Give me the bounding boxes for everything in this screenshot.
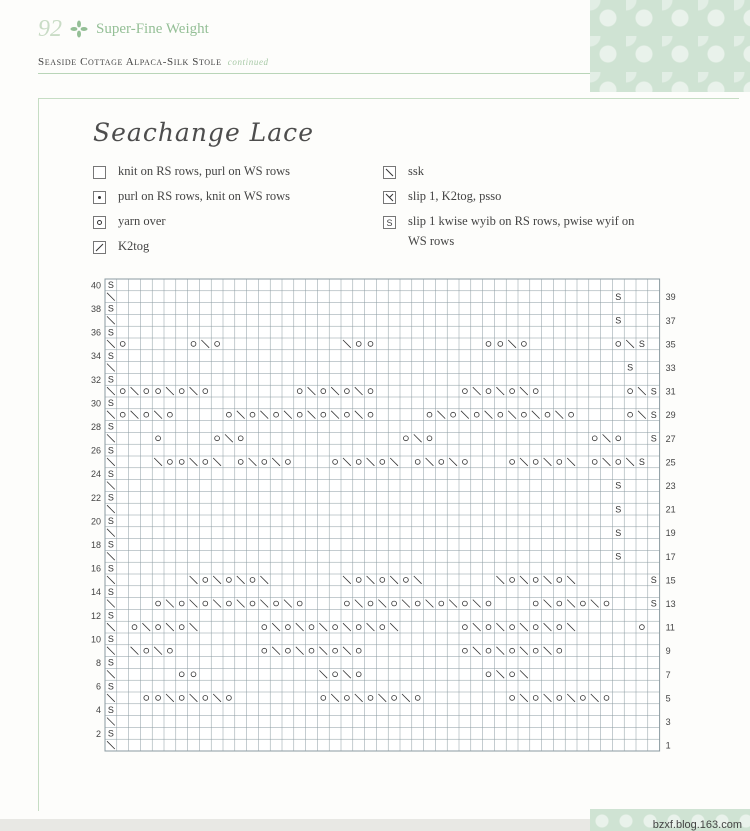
slip-stitch: S bbox=[107, 516, 114, 527]
row-label-left: 16 bbox=[90, 563, 101, 574]
legend-item-yarn-over bbox=[93, 215, 166, 231]
legend-label: yarn over bbox=[118, 214, 166, 228]
slip-stitch: S bbox=[650, 433, 657, 444]
pattern-name: Seaside Cottage Alpaca-Silk Stole bbox=[38, 56, 222, 68]
slip-stitch: S bbox=[107, 681, 114, 692]
slip-stitch: S bbox=[615, 527, 622, 538]
row-label-right: 23 bbox=[665, 481, 676, 491]
row-label-right: 15 bbox=[665, 575, 676, 586]
row-label-right: 13 bbox=[665, 599, 676, 609]
row-label-left: 40 bbox=[90, 280, 101, 291]
pattern-subtitle bbox=[38, 56, 269, 68]
slip-stitch: S bbox=[107, 398, 114, 409]
slip-stitch: S bbox=[107, 445, 114, 456]
slip-stitch: S bbox=[615, 551, 622, 562]
slip-stitch: S bbox=[107, 303, 114, 314]
row-label-right: 9 bbox=[665, 646, 671, 657]
row-label-right: 3 bbox=[665, 717, 671, 727]
page-number: 92 bbox=[38, 15, 62, 42]
legend-label: slip 1 kwise wyib on RS rows, pwise wyif on WS rows bbox=[408, 214, 635, 248]
slip-stitch: S bbox=[650, 598, 657, 609]
row-label-right: 35 bbox=[665, 339, 676, 350]
row-label-left: 12 bbox=[90, 610, 101, 621]
chart-title: Seachange Lace bbox=[93, 118, 314, 147]
legend-label: ssk bbox=[408, 164, 424, 178]
slip-stitch: S bbox=[107, 492, 114, 503]
row-label-left: 22 bbox=[90, 492, 101, 503]
row-label-right: 39 bbox=[665, 292, 676, 303]
header-rule bbox=[38, 73, 590, 74]
row-label-left: 6 bbox=[95, 681, 101, 692]
slip-stitch: S bbox=[107, 610, 114, 621]
right-slant-icon bbox=[93, 241, 106, 254]
row-label-right: 27 bbox=[665, 433, 676, 444]
row-label-left: 32 bbox=[90, 374, 101, 385]
row-label-left: 18 bbox=[90, 540, 101, 550]
row-label-right: 5 bbox=[665, 693, 671, 704]
section-title: Super-Fine Weight bbox=[96, 20, 209, 37]
row-label-right: 29 bbox=[665, 410, 676, 421]
row-label-left: 24 bbox=[90, 469, 101, 480]
lace-chart bbox=[88, 276, 698, 788]
slip-stitch: S bbox=[107, 421, 114, 432]
slip-stitch: S bbox=[627, 362, 634, 373]
legend-item-ssk bbox=[383, 165, 424, 181]
continued-label: continued bbox=[227, 57, 269, 67]
legend-label: K2tog bbox=[118, 239, 150, 253]
slip-stitch: S bbox=[107, 657, 114, 668]
slip-stitch: S bbox=[638, 457, 645, 468]
slip-stitch: S bbox=[107, 634, 114, 645]
circle-icon bbox=[93, 216, 106, 229]
slip-stitch: S bbox=[615, 504, 622, 515]
slip-stitch: S bbox=[638, 339, 645, 350]
legend-item-knit bbox=[93, 165, 290, 181]
row-label-left: 14 bbox=[90, 587, 101, 598]
slip-stitch: S bbox=[107, 374, 114, 385]
slip-stitch: S bbox=[107, 468, 114, 479]
row-label-left: 2 bbox=[95, 728, 101, 739]
legend-label: slip 1, K2tog, psso bbox=[408, 189, 502, 203]
slip-stitch: S bbox=[107, 539, 114, 550]
slip-stitch: S bbox=[107, 728, 114, 739]
left-slant-icon bbox=[383, 166, 396, 179]
legend-item-k2tog bbox=[93, 240, 149, 256]
row-label-left: 26 bbox=[90, 445, 101, 456]
legend-item-slip bbox=[383, 215, 648, 251]
row-label-right: 11 bbox=[665, 622, 675, 633]
decorative-corner-pattern bbox=[590, 0, 750, 92]
row-label-left: 8 bbox=[95, 658, 101, 668]
empty-square-icon bbox=[93, 166, 106, 179]
row-label-right: 19 bbox=[665, 528, 676, 539]
watermark: bzxf.blog.163.com bbox=[652, 819, 742, 831]
row-label-right: 21 bbox=[665, 504, 676, 515]
slip-stitch: S bbox=[615, 315, 622, 326]
row-label-right: 25 bbox=[665, 457, 676, 468]
slip-stitch: S bbox=[107, 327, 114, 338]
lace-chart-grid bbox=[88, 276, 698, 788]
row-label-left: 20 bbox=[90, 516, 101, 527]
row-label-right: 33 bbox=[665, 363, 676, 373]
row-label-left: 34 bbox=[90, 351, 101, 362]
row-label-left: 30 bbox=[90, 398, 101, 409]
letter-s-icon: S bbox=[383, 216, 396, 229]
slip-stitch: S bbox=[650, 386, 657, 397]
slip-stitch: S bbox=[107, 586, 114, 597]
row-label-right: 7 bbox=[665, 669, 671, 680]
legend-item-sk2p bbox=[383, 190, 501, 206]
slip-stitch: S bbox=[107, 563, 114, 574]
slip-stitch: S bbox=[650, 409, 657, 420]
row-label-left: 10 bbox=[90, 634, 101, 645]
row-label-right: 1 bbox=[665, 740, 671, 751]
legend-item-purl bbox=[93, 190, 290, 206]
row-label-right: 17 bbox=[665, 551, 676, 562]
row-label-right: 31 bbox=[665, 386, 676, 397]
row-label-right: 37 bbox=[665, 315, 676, 326]
slip-stitch: S bbox=[615, 291, 622, 302]
row-label-left: 38 bbox=[90, 304, 101, 314]
slip-stitch: S bbox=[650, 575, 657, 586]
dot-icon bbox=[93, 191, 106, 204]
legend-label: purl on RS rows, knit on WS rows bbox=[118, 189, 291, 203]
slip-stitch: S bbox=[107, 280, 114, 291]
double-slant-icon bbox=[383, 191, 396, 204]
footer-strip bbox=[0, 819, 590, 831]
flower-icon bbox=[70, 20, 88, 38]
row-label-left: 4 bbox=[95, 705, 101, 716]
row-label-left: 28 bbox=[90, 422, 101, 432]
row-label-left: 36 bbox=[90, 327, 101, 338]
legend-label: knit on RS rows, purl on WS rows bbox=[118, 164, 291, 178]
slip-stitch: S bbox=[107, 704, 114, 715]
slip-stitch: S bbox=[107, 350, 114, 361]
page-header bbox=[38, 14, 209, 44]
slip-stitch: S bbox=[615, 480, 622, 491]
